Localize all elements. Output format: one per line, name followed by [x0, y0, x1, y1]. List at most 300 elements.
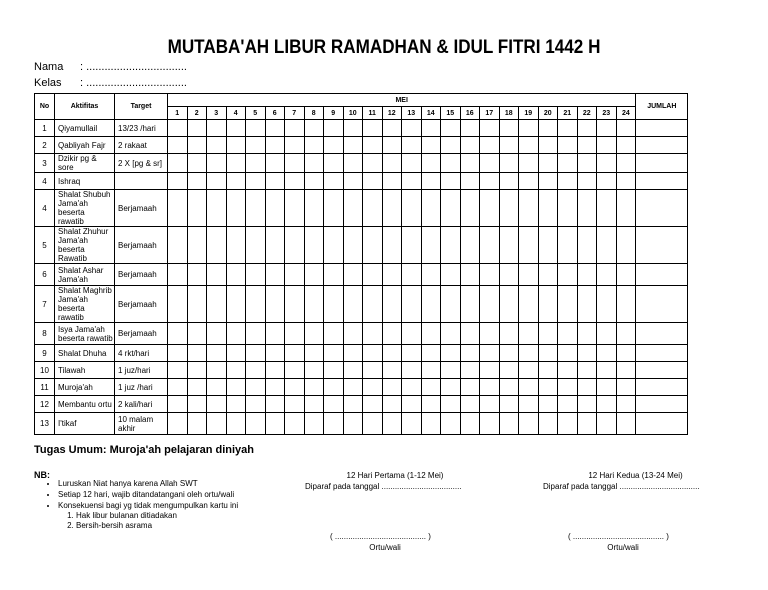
total-cell[interactable] [636, 137, 688, 154]
day-checkbox-cell[interactable] [382, 264, 402, 286]
day-checkbox-cell[interactable] [519, 379, 539, 396]
day-checkbox-cell[interactable] [538, 413, 558, 435]
day-checkbox-cell[interactable] [363, 345, 383, 362]
day-checkbox-cell[interactable] [187, 227, 207, 264]
day-checkbox-cell[interactable] [285, 190, 305, 227]
day-checkbox-cell[interactable] [168, 362, 188, 379]
day-checkbox-cell[interactable] [363, 227, 383, 264]
day-checkbox-cell[interactable] [499, 264, 519, 286]
total-cell[interactable] [636, 345, 688, 362]
day-checkbox-cell[interactable] [285, 345, 305, 362]
day-checkbox-cell[interactable] [597, 323, 617, 345]
day-checkbox-cell[interactable] [168, 173, 188, 190]
day-checkbox-cell[interactable] [285, 227, 305, 264]
day-checkbox-cell[interactable] [265, 154, 285, 173]
day-checkbox-cell[interactable] [421, 137, 441, 154]
signature-bracket[interactable]: ( ......................................... ) [330, 532, 431, 541]
day-checkbox-cell[interactable] [577, 190, 597, 227]
day-checkbox-cell[interactable] [324, 154, 344, 173]
day-checkbox-cell[interactable] [538, 286, 558, 323]
day-checkbox-cell[interactable] [460, 190, 480, 227]
day-checkbox-cell[interactable] [324, 379, 344, 396]
day-checkbox-cell[interactable] [285, 396, 305, 413]
day-checkbox-cell[interactable] [363, 323, 383, 345]
day-checkbox-cell[interactable] [402, 413, 422, 435]
day-checkbox-cell[interactable] [616, 323, 636, 345]
day-checkbox-cell[interactable] [343, 413, 363, 435]
day-checkbox-cell[interactable] [480, 323, 500, 345]
day-checkbox-cell[interactable] [441, 362, 461, 379]
day-checkbox-cell[interactable] [304, 345, 324, 362]
day-checkbox-cell[interactable] [538, 345, 558, 362]
day-checkbox-cell[interactable] [441, 190, 461, 227]
day-checkbox-cell[interactable] [460, 396, 480, 413]
day-checkbox-cell[interactable] [285, 286, 305, 323]
day-checkbox-cell[interactable] [207, 120, 227, 137]
day-checkbox-cell[interactable] [519, 396, 539, 413]
day-checkbox-cell[interactable] [304, 137, 324, 154]
day-checkbox-cell[interactable] [460, 413, 480, 435]
day-checkbox-cell[interactable] [246, 154, 266, 173]
day-checkbox-cell[interactable] [421, 264, 441, 286]
day-checkbox-cell[interactable] [460, 362, 480, 379]
day-checkbox-cell[interactable] [207, 173, 227, 190]
day-checkbox-cell[interactable] [421, 345, 441, 362]
day-checkbox-cell[interactable] [304, 190, 324, 227]
day-checkbox-cell[interactable] [285, 264, 305, 286]
day-checkbox-cell[interactable] [499, 396, 519, 413]
total-cell[interactable] [636, 264, 688, 286]
day-checkbox-cell[interactable] [597, 379, 617, 396]
day-checkbox-cell[interactable] [265, 120, 285, 137]
day-checkbox-cell[interactable] [519, 120, 539, 137]
day-checkbox-cell[interactable] [168, 323, 188, 345]
day-checkbox-cell[interactable] [538, 362, 558, 379]
day-checkbox-cell[interactable] [382, 173, 402, 190]
day-checkbox-cell[interactable] [421, 227, 441, 264]
day-checkbox-cell[interactable] [499, 154, 519, 173]
day-checkbox-cell[interactable] [265, 345, 285, 362]
day-checkbox-cell[interactable] [558, 362, 578, 379]
signature-date-line[interactable]: Diparaf pada tanggal .................................... [543, 482, 700, 491]
day-checkbox-cell[interactable] [187, 190, 207, 227]
day-checkbox-cell[interactable] [304, 323, 324, 345]
day-checkbox-cell[interactable] [499, 413, 519, 435]
day-checkbox-cell[interactable] [343, 345, 363, 362]
day-checkbox-cell[interactable] [558, 396, 578, 413]
day-checkbox-cell[interactable] [207, 190, 227, 227]
day-checkbox-cell[interactable] [538, 323, 558, 345]
day-checkbox-cell[interactable] [382, 137, 402, 154]
day-checkbox-cell[interactable] [285, 137, 305, 154]
day-checkbox-cell[interactable] [519, 154, 539, 173]
day-checkbox-cell[interactable] [363, 413, 383, 435]
day-checkbox-cell[interactable] [519, 345, 539, 362]
total-cell[interactable] [636, 379, 688, 396]
day-checkbox-cell[interactable] [246, 137, 266, 154]
day-checkbox-cell[interactable] [558, 137, 578, 154]
day-checkbox-cell[interactable] [226, 323, 246, 345]
day-checkbox-cell[interactable] [363, 137, 383, 154]
day-checkbox-cell[interactable] [402, 137, 422, 154]
day-checkbox-cell[interactable] [402, 190, 422, 227]
day-checkbox-cell[interactable] [499, 227, 519, 264]
day-checkbox-cell[interactable] [246, 362, 266, 379]
day-checkbox-cell[interactable] [304, 413, 324, 435]
day-checkbox-cell[interactable] [558, 154, 578, 173]
day-checkbox-cell[interactable] [402, 173, 422, 190]
day-checkbox-cell[interactable] [363, 362, 383, 379]
day-checkbox-cell[interactable] [187, 137, 207, 154]
day-checkbox-cell[interactable] [207, 362, 227, 379]
day-checkbox-cell[interactable] [324, 323, 344, 345]
day-checkbox-cell[interactable] [519, 227, 539, 264]
day-checkbox-cell[interactable] [324, 413, 344, 435]
day-checkbox-cell[interactable] [246, 345, 266, 362]
day-checkbox-cell[interactable] [558, 323, 578, 345]
day-checkbox-cell[interactable] [499, 120, 519, 137]
total-cell[interactable] [636, 154, 688, 173]
day-checkbox-cell[interactable] [226, 396, 246, 413]
total-cell[interactable] [636, 323, 688, 345]
day-checkbox-cell[interactable] [577, 379, 597, 396]
day-checkbox-cell[interactable] [363, 286, 383, 323]
day-checkbox-cell[interactable] [441, 413, 461, 435]
day-checkbox-cell[interactable] [304, 286, 324, 323]
day-checkbox-cell[interactable] [538, 379, 558, 396]
day-checkbox-cell[interactable] [597, 173, 617, 190]
day-checkbox-cell[interactable] [616, 345, 636, 362]
day-checkbox-cell[interactable] [168, 396, 188, 413]
day-checkbox-cell[interactable] [460, 137, 480, 154]
day-checkbox-cell[interactable] [558, 173, 578, 190]
day-checkbox-cell[interactable] [187, 173, 207, 190]
day-checkbox-cell[interactable] [480, 120, 500, 137]
day-checkbox-cell[interactable] [265, 264, 285, 286]
day-checkbox-cell[interactable] [577, 154, 597, 173]
day-checkbox-cell[interactable] [285, 413, 305, 435]
day-checkbox-cell[interactable] [558, 264, 578, 286]
day-checkbox-cell[interactable] [324, 345, 344, 362]
day-checkbox-cell[interactable] [168, 286, 188, 323]
day-checkbox-cell[interactable] [441, 396, 461, 413]
day-checkbox-cell[interactable] [597, 227, 617, 264]
day-checkbox-cell[interactable] [519, 264, 539, 286]
day-checkbox-cell[interactable] [519, 286, 539, 323]
day-checkbox-cell[interactable] [480, 190, 500, 227]
day-checkbox-cell[interactable] [168, 190, 188, 227]
day-checkbox-cell[interactable] [363, 120, 383, 137]
day-checkbox-cell[interactable] [226, 137, 246, 154]
day-checkbox-cell[interactable] [441, 345, 461, 362]
day-checkbox-cell[interactable] [441, 286, 461, 323]
day-checkbox-cell[interactable] [616, 173, 636, 190]
day-checkbox-cell[interactable] [207, 379, 227, 396]
day-checkbox-cell[interactable] [382, 379, 402, 396]
day-checkbox-cell[interactable] [538, 396, 558, 413]
day-checkbox-cell[interactable] [616, 120, 636, 137]
total-cell[interactable] [636, 396, 688, 413]
day-checkbox-cell[interactable] [421, 396, 441, 413]
day-checkbox-cell[interactable] [616, 227, 636, 264]
day-checkbox-cell[interactable] [441, 137, 461, 154]
day-checkbox-cell[interactable] [207, 345, 227, 362]
day-checkbox-cell[interactable] [616, 286, 636, 323]
day-checkbox-cell[interactable] [421, 173, 441, 190]
day-checkbox-cell[interactable] [597, 120, 617, 137]
day-checkbox-cell[interactable] [343, 379, 363, 396]
day-checkbox-cell[interactable] [402, 286, 422, 323]
day-checkbox-cell[interactable] [187, 286, 207, 323]
day-checkbox-cell[interactable] [577, 173, 597, 190]
day-checkbox-cell[interactable] [304, 379, 324, 396]
day-checkbox-cell[interactable] [616, 190, 636, 227]
day-checkbox-cell[interactable] [577, 227, 597, 264]
day-checkbox-cell[interactable] [246, 190, 266, 227]
day-checkbox-cell[interactable] [207, 154, 227, 173]
day-checkbox-cell[interactable] [480, 396, 500, 413]
day-checkbox-cell[interactable] [480, 154, 500, 173]
day-checkbox-cell[interactable] [187, 413, 207, 435]
day-checkbox-cell[interactable] [538, 190, 558, 227]
day-checkbox-cell[interactable] [226, 345, 246, 362]
day-checkbox-cell[interactable] [421, 120, 441, 137]
day-checkbox-cell[interactable] [382, 345, 402, 362]
day-checkbox-cell[interactable] [207, 396, 227, 413]
day-checkbox-cell[interactable] [265, 227, 285, 264]
day-checkbox-cell[interactable] [499, 286, 519, 323]
day-checkbox-cell[interactable] [324, 396, 344, 413]
day-checkbox-cell[interactable] [324, 286, 344, 323]
day-checkbox-cell[interactable] [226, 379, 246, 396]
day-checkbox-cell[interactable] [577, 362, 597, 379]
day-checkbox-cell[interactable] [499, 190, 519, 227]
day-checkbox-cell[interactable] [382, 362, 402, 379]
day-checkbox-cell[interactable] [382, 190, 402, 227]
day-checkbox-cell[interactable] [343, 264, 363, 286]
day-checkbox-cell[interactable] [265, 286, 285, 323]
day-checkbox-cell[interactable] [480, 227, 500, 264]
day-checkbox-cell[interactable] [441, 154, 461, 173]
day-checkbox-cell[interactable] [460, 286, 480, 323]
day-checkbox-cell[interactable] [265, 173, 285, 190]
day-checkbox-cell[interactable] [168, 345, 188, 362]
day-checkbox-cell[interactable] [265, 190, 285, 227]
day-checkbox-cell[interactable] [246, 173, 266, 190]
day-checkbox-cell[interactable] [480, 362, 500, 379]
day-checkbox-cell[interactable] [168, 227, 188, 264]
day-checkbox-cell[interactable] [324, 190, 344, 227]
day-checkbox-cell[interactable] [246, 120, 266, 137]
day-checkbox-cell[interactable] [460, 264, 480, 286]
day-checkbox-cell[interactable] [207, 286, 227, 323]
day-checkbox-cell[interactable] [460, 120, 480, 137]
day-checkbox-cell[interactable] [324, 227, 344, 264]
day-checkbox-cell[interactable] [343, 396, 363, 413]
day-checkbox-cell[interactable] [168, 120, 188, 137]
signature-date-line[interactable]: Diparaf pada tanggal .................................... [305, 482, 462, 491]
day-checkbox-cell[interactable] [402, 345, 422, 362]
day-checkbox-cell[interactable] [441, 379, 461, 396]
day-checkbox-cell[interactable] [226, 190, 246, 227]
day-checkbox-cell[interactable] [265, 137, 285, 154]
day-checkbox-cell[interactable] [538, 137, 558, 154]
day-checkbox-cell[interactable] [187, 379, 207, 396]
day-checkbox-cell[interactable] [499, 362, 519, 379]
day-checkbox-cell[interactable] [168, 413, 188, 435]
day-checkbox-cell[interactable] [538, 227, 558, 264]
day-checkbox-cell[interactable] [558, 345, 578, 362]
class-value[interactable]: : ................................. [80, 77, 187, 89]
day-checkbox-cell[interactable] [441, 264, 461, 286]
day-checkbox-cell[interactable] [382, 286, 402, 323]
day-checkbox-cell[interactable] [363, 154, 383, 173]
day-checkbox-cell[interactable] [343, 286, 363, 323]
day-checkbox-cell[interactable] [597, 362, 617, 379]
day-checkbox-cell[interactable] [421, 362, 441, 379]
day-checkbox-cell[interactable] [382, 396, 402, 413]
day-checkbox-cell[interactable] [187, 154, 207, 173]
total-cell[interactable] [636, 120, 688, 137]
day-checkbox-cell[interactable] [538, 154, 558, 173]
total-cell[interactable] [636, 190, 688, 227]
day-checkbox-cell[interactable] [558, 190, 578, 227]
day-checkbox-cell[interactable] [246, 264, 266, 286]
day-checkbox-cell[interactable] [343, 190, 363, 227]
day-checkbox-cell[interactable] [538, 120, 558, 137]
day-checkbox-cell[interactable] [187, 362, 207, 379]
day-checkbox-cell[interactable] [558, 413, 578, 435]
day-checkbox-cell[interactable] [480, 137, 500, 154]
day-checkbox-cell[interactable] [577, 396, 597, 413]
day-checkbox-cell[interactable] [226, 154, 246, 173]
day-checkbox-cell[interactable] [597, 137, 617, 154]
day-checkbox-cell[interactable] [187, 264, 207, 286]
day-checkbox-cell[interactable] [343, 227, 363, 264]
day-checkbox-cell[interactable] [441, 120, 461, 137]
day-checkbox-cell[interactable] [246, 286, 266, 323]
day-checkbox-cell[interactable] [363, 396, 383, 413]
day-checkbox-cell[interactable] [460, 173, 480, 190]
day-checkbox-cell[interactable] [382, 323, 402, 345]
day-checkbox-cell[interactable] [499, 345, 519, 362]
day-checkbox-cell[interactable] [499, 137, 519, 154]
day-checkbox-cell[interactable] [382, 413, 402, 435]
day-checkbox-cell[interactable] [382, 120, 402, 137]
day-checkbox-cell[interactable] [343, 173, 363, 190]
day-checkbox-cell[interactable] [363, 379, 383, 396]
day-checkbox-cell[interactable] [577, 137, 597, 154]
day-checkbox-cell[interactable] [480, 413, 500, 435]
day-checkbox-cell[interactable] [577, 323, 597, 345]
day-checkbox-cell[interactable] [421, 154, 441, 173]
day-checkbox-cell[interactable] [402, 264, 422, 286]
name-value[interactable]: : ................................. [80, 61, 187, 73]
day-checkbox-cell[interactable] [519, 362, 539, 379]
day-checkbox-cell[interactable] [285, 379, 305, 396]
day-checkbox-cell[interactable] [402, 227, 422, 264]
day-checkbox-cell[interactable] [168, 154, 188, 173]
day-checkbox-cell[interactable] [597, 345, 617, 362]
day-checkbox-cell[interactable] [597, 154, 617, 173]
day-checkbox-cell[interactable] [558, 379, 578, 396]
day-checkbox-cell[interactable] [324, 173, 344, 190]
day-checkbox-cell[interactable] [421, 413, 441, 435]
day-checkbox-cell[interactable] [499, 323, 519, 345]
day-checkbox-cell[interactable] [285, 323, 305, 345]
day-checkbox-cell[interactable] [363, 264, 383, 286]
day-checkbox-cell[interactable] [480, 379, 500, 396]
day-checkbox-cell[interactable] [616, 379, 636, 396]
day-checkbox-cell[interactable] [597, 190, 617, 227]
day-checkbox-cell[interactable] [304, 362, 324, 379]
day-checkbox-cell[interactable] [246, 323, 266, 345]
day-checkbox-cell[interactable] [304, 173, 324, 190]
name-field[interactable] [34, 61, 187, 73]
day-checkbox-cell[interactable] [577, 413, 597, 435]
day-checkbox-cell[interactable] [246, 413, 266, 435]
day-checkbox-cell[interactable] [616, 362, 636, 379]
day-checkbox-cell[interactable] [460, 345, 480, 362]
day-checkbox-cell[interactable] [616, 137, 636, 154]
day-checkbox-cell[interactable] [480, 286, 500, 323]
day-checkbox-cell[interactable] [597, 264, 617, 286]
day-checkbox-cell[interactable] [187, 345, 207, 362]
day-checkbox-cell[interactable] [246, 379, 266, 396]
day-checkbox-cell[interactable] [577, 264, 597, 286]
day-checkbox-cell[interactable] [207, 413, 227, 435]
day-checkbox-cell[interactable] [402, 154, 422, 173]
day-checkbox-cell[interactable] [246, 227, 266, 264]
day-checkbox-cell[interactable] [460, 323, 480, 345]
day-checkbox-cell[interactable] [421, 190, 441, 227]
day-checkbox-cell[interactable] [265, 396, 285, 413]
day-checkbox-cell[interactable] [265, 413, 285, 435]
day-checkbox-cell[interactable] [285, 173, 305, 190]
day-checkbox-cell[interactable] [285, 154, 305, 173]
day-checkbox-cell[interactable] [324, 264, 344, 286]
day-checkbox-cell[interactable] [168, 379, 188, 396]
day-checkbox-cell[interactable] [519, 190, 539, 227]
day-checkbox-cell[interactable] [616, 413, 636, 435]
day-checkbox-cell[interactable] [538, 173, 558, 190]
day-checkbox-cell[interactable] [402, 362, 422, 379]
day-checkbox-cell[interactable] [363, 190, 383, 227]
day-checkbox-cell[interactable] [480, 345, 500, 362]
day-checkbox-cell[interactable] [343, 120, 363, 137]
day-checkbox-cell[interactable] [480, 173, 500, 190]
total-cell[interactable] [636, 413, 688, 435]
day-checkbox-cell[interactable] [597, 413, 617, 435]
day-checkbox-cell[interactable] [187, 323, 207, 345]
day-checkbox-cell[interactable] [226, 120, 246, 137]
day-checkbox-cell[interactable] [168, 264, 188, 286]
day-checkbox-cell[interactable] [402, 120, 422, 137]
day-checkbox-cell[interactable] [421, 379, 441, 396]
day-checkbox-cell[interactable] [304, 120, 324, 137]
day-checkbox-cell[interactable] [304, 154, 324, 173]
day-checkbox-cell[interactable] [168, 137, 188, 154]
day-checkbox-cell[interactable] [246, 396, 266, 413]
day-checkbox-cell[interactable] [616, 264, 636, 286]
day-checkbox-cell[interactable] [519, 323, 539, 345]
day-checkbox-cell[interactable] [597, 396, 617, 413]
day-checkbox-cell[interactable] [558, 120, 578, 137]
day-checkbox-cell[interactable] [441, 173, 461, 190]
day-checkbox-cell[interactable] [265, 362, 285, 379]
day-checkbox-cell[interactable] [519, 173, 539, 190]
day-checkbox-cell[interactable] [577, 286, 597, 323]
